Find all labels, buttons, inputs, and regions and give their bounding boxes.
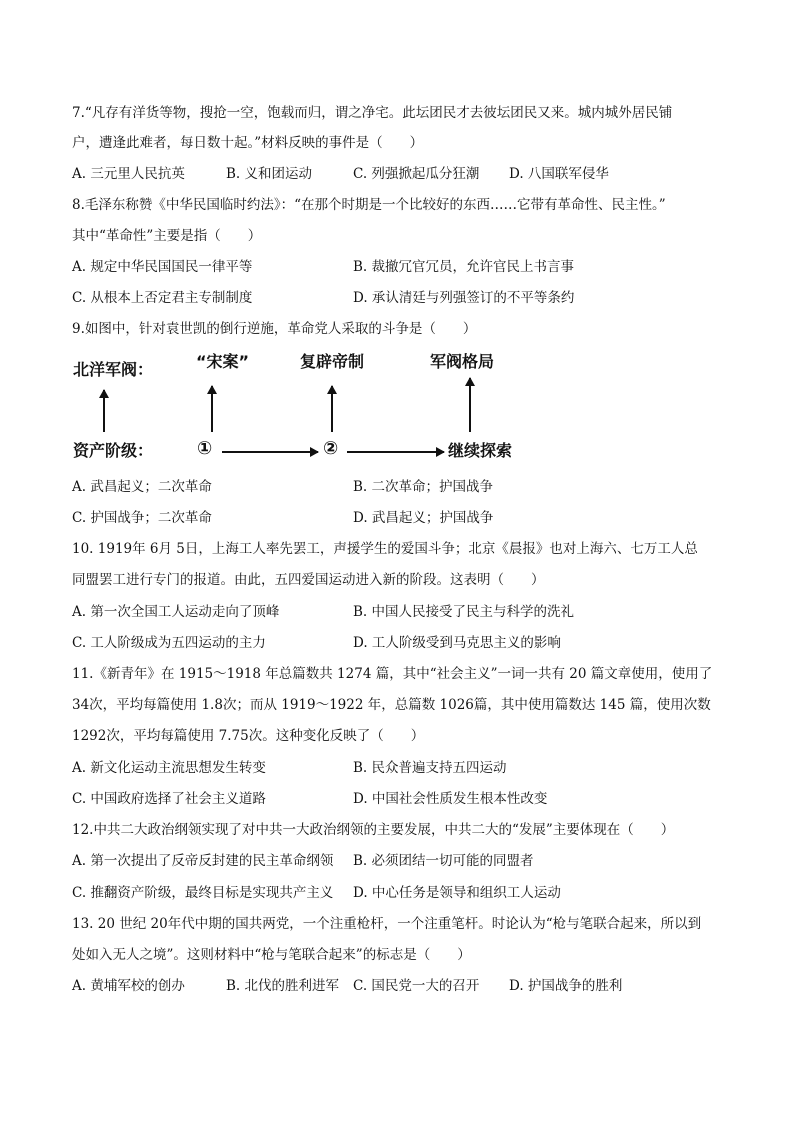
q9-option-d[interactable]: D. 武昌起义；护国战争 bbox=[353, 510, 494, 526]
q8-option-d[interactable]: D. 承认清廷与列强签订的不平等条约 bbox=[353, 290, 575, 306]
q8-option-c[interactable]: C. 从根本上否定君主专制制度 bbox=[72, 290, 253, 306]
q10-option-d[interactable]: D. 工人阶级受到马克思主义的影响 bbox=[353, 635, 561, 651]
diagram-bottom-item-1: ① bbox=[197, 438, 213, 459]
diagram-top-label: 北洋军阀： bbox=[73, 360, 154, 379]
q13-stem-line1: 13. 20 世纪 20年代中期的国共两党，一个注重枪杆，一个注重笔杆。时论认为“枪与笔联合起来，所以到 bbox=[72, 916, 702, 932]
q9-option-c[interactable]: C. 护国战争；二次革命 bbox=[72, 510, 212, 526]
q9-stem-line1: 9.如图中，针对袁世凯的倒行逆施，革命党人采取的斗争是（ ） bbox=[72, 321, 477, 337]
diagram-bottom-item-2: ② bbox=[323, 438, 339, 459]
q10-stem-line1: 10. 1919年 6月 5日，上海工人率先罢工，声援学生的爱国斗争；北京《晨报》也对上海六、七万工人总 bbox=[72, 541, 698, 557]
q10-option-a[interactable]: A. 第一次全国工人运动走向了顶峰 bbox=[72, 604, 280, 620]
q7-option-b[interactable]: B. 义和团运动 bbox=[226, 166, 313, 182]
diagram-bottom-label: 资产阶级： bbox=[73, 441, 154, 460]
q13-option-d[interactable]: D. 护国战争的胜利 bbox=[509, 978, 623, 994]
q9-option-a[interactable]: A. 武昌起义；二次革命 bbox=[72, 479, 212, 495]
q11-option-a[interactable]: A. 新文化运动主流思想发生转变 bbox=[72, 760, 266, 776]
diagram-top-item-1: “宋案” bbox=[196, 352, 250, 371]
q11-stem-line3: 1292次，平均每篇使用 7.75次。这种变化反映了（ ） bbox=[72, 728, 425, 744]
q13-option-b[interactable]: B. 北伐的胜利进军 bbox=[226, 978, 340, 994]
q7-stem-line1: 7.“凡存有洋货等物，搜抢一空，饱载而归，谓之净宅。此坛团民才去彼坛团民又来。城内城外居民铺 bbox=[72, 105, 673, 121]
q8-option-b[interactable]: B. 裁撤冗官冗员，允许官民上书言事 bbox=[353, 259, 575, 275]
diagram-top-item-3: 军阀格局 bbox=[430, 352, 495, 371]
q11-option-d[interactable]: D. 中国社会性质发生根本性改变 bbox=[353, 791, 548, 807]
q7-option-c[interactable]: C. 列强掀起瓜分狂潮 bbox=[353, 166, 480, 182]
q12-option-b[interactable]: B. 必须团结一切可能的同盟者 bbox=[353, 853, 534, 869]
diagram-bottom-item-3: 继续探索 bbox=[448, 441, 513, 460]
q11-option-b[interactable]: B. 民众普遍支持五四运动 bbox=[353, 760, 507, 776]
q12-stem-line1: 12.中共二大政治纲领实现了对中共一大政治纲领的主要发展，中共二大的“发展”主要体现在（ ） bbox=[72, 822, 675, 838]
diagram-top-item-2: 复辟帝制 bbox=[300, 352, 365, 371]
q7-option-d[interactable]: D. 八国联军侵华 bbox=[509, 166, 609, 182]
q11-option-c[interactable]: C. 中国政府选择了社会主义道路 bbox=[72, 791, 266, 807]
q8-stem-line2: 其中“革命性”主要是指（ ） bbox=[72, 228, 262, 244]
q10-option-c[interactable]: C. 工人阶级成为五四运动的主力 bbox=[72, 635, 266, 651]
q13-stem-line2: 处如入无人之境”。这则材料中“枪与笔联合起来”的标志是（ ） bbox=[72, 947, 471, 963]
q11-stem-line1: 11.《新青年》在 1915～1918 年总篇数共 1274 篇，其中“社会主义”一词一共有 20 篇文章使用，使用了 bbox=[72, 666, 713, 682]
q12-option-a[interactable]: A. 第一次提出了反帝反封建的民主革命纲领 bbox=[72, 853, 334, 869]
q10-option-b[interactable]: B. 中国人民接受了民主与科学的洗礼 bbox=[353, 604, 575, 620]
q13-option-c[interactable]: C. 国民党一大的召开 bbox=[353, 978, 480, 994]
q8-stem-line1: 8.毛泽东称赞《中华民国临时约法》：“在那个时期是一个比较好的东西……它带有革命性、民主性。” bbox=[72, 197, 666, 213]
q13-option-a[interactable]: A. 黄埔军校的创办 bbox=[72, 978, 185, 994]
q11-stem-line2: 34次，平均每篇使用 1.8次；而从 1919～1922 年，总篇数 1026篇，其中使用篇数达 145 篇，使用次数 bbox=[72, 697, 711, 713]
q7-stem-line2: 户，遭逢此难者，每日数十起。”材料反映的事件是（ ） bbox=[72, 135, 424, 151]
q8-option-a[interactable]: A. 规定中华民国国民一律平等 bbox=[72, 259, 253, 275]
q12-option-d[interactable]: D. 中心任务是领导和组织工人运动 bbox=[353, 885, 561, 901]
q7-option-a[interactable]: A. 三元里人民抗英 bbox=[72, 166, 185, 182]
q9-option-b[interactable]: B. 二次革命；护国战争 bbox=[353, 479, 494, 495]
q12-option-c[interactable]: C. 推翻资产阶级，最终目标是实现共产主义 bbox=[72, 885, 334, 901]
q10-stem-line2: 同盟罢工进行专门的报道。由此，五四爱国运动进入新的阶段。这表明（ ） bbox=[72, 572, 545, 588]
